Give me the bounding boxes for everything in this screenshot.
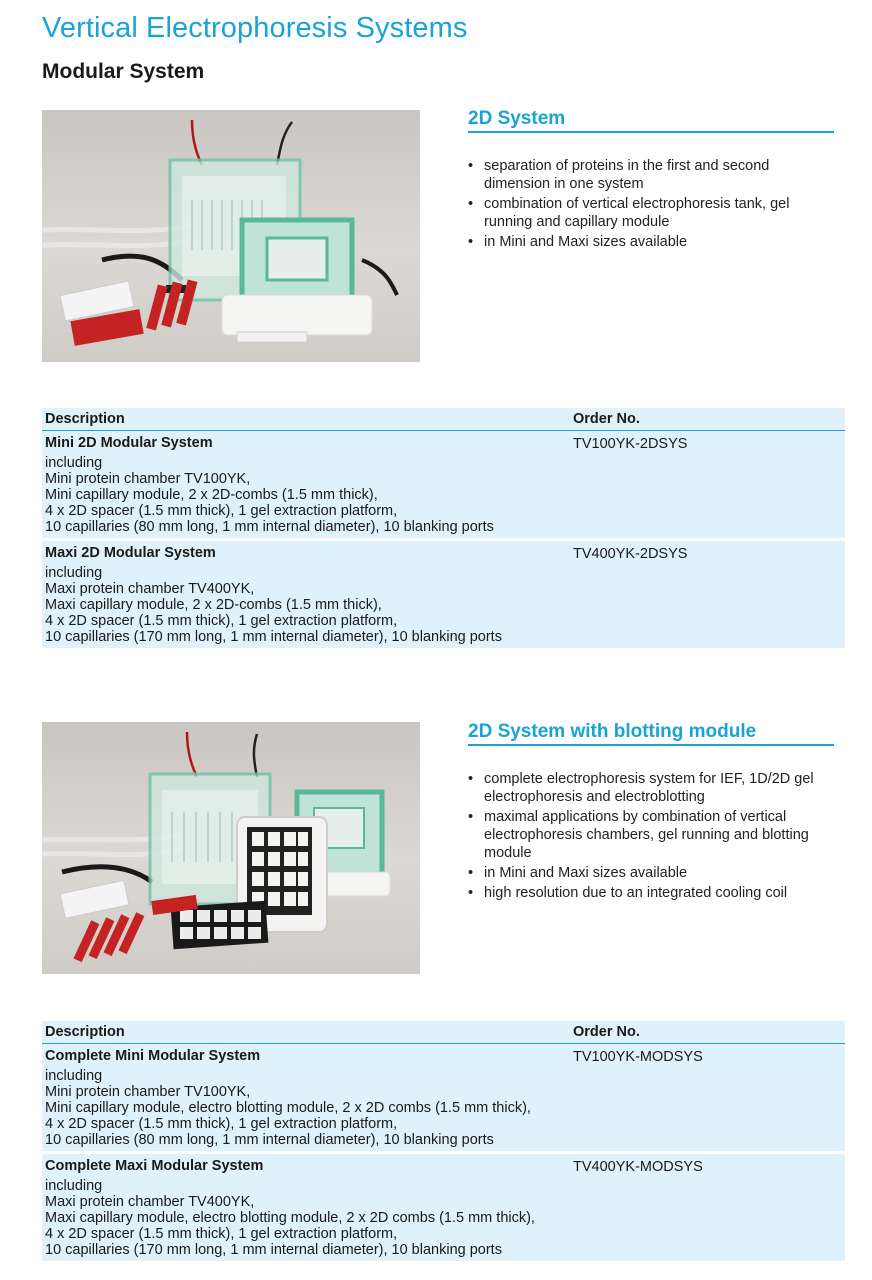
bullet-item: • complete electrophoresis system for IEF, 1D/2D gel electrophoresis and electroblotting xyxy=(468,770,838,806)
column-header-description: Description xyxy=(45,411,125,427)
product-detail-line: 10 capillaries (170 mm long, 1 mm internal diameter), 10 blanking ports xyxy=(45,1242,502,1258)
product-detail-line: including xyxy=(45,1178,103,1194)
product-name: Mini 2D Modular System xyxy=(45,435,213,451)
product-detail-line: Maxi protein chamber TV400YK, xyxy=(45,1194,255,1210)
product-detail-line: including xyxy=(45,565,103,581)
product-detail-line: 4 x 2D spacer (1.5 mm thick), 1 gel extraction platform, xyxy=(45,1116,398,1132)
product-detail-line: Mini protein chamber TV100YK, xyxy=(45,471,251,487)
column-header-description: Description xyxy=(45,1024,125,1040)
product-detail-line: Mini capillary module, electro blotting module, 2 x 2D combs (1.5 mm thick), xyxy=(45,1100,531,1116)
bullet-item: • in Mini and Maxi sizes available xyxy=(468,233,838,251)
table-header xyxy=(42,1021,845,1044)
product-detail-line: 4 x 2D spacer (1.5 mm thick), 1 gel extraction platform, xyxy=(45,1226,398,1242)
page-subtitle: Modular System xyxy=(42,60,205,83)
column-header-order-no: Order No. xyxy=(573,1024,640,1040)
product-detail-line: including xyxy=(45,455,103,471)
bullet-item: • combination of vertical electrophoresis tank, gel running and capillary module xyxy=(468,195,838,231)
product-name: Complete Maxi Modular System xyxy=(45,1158,264,1174)
bullet-list-blotting-system xyxy=(468,770,838,904)
order-number: TV400YK-2DSYS xyxy=(573,546,688,562)
product-detail-line: 4 x 2D spacer (1.5 mm thick), 1 gel extraction platform, xyxy=(45,503,398,519)
product-detail-line: Maxi protein chamber TV400YK, xyxy=(45,581,255,597)
section-heading-blotting-system: 2D System with blotting module xyxy=(468,721,834,746)
bullet-item: • maximal applications by combination of vertical electrophoresis chambers, gel running and blotting module xyxy=(468,808,838,862)
table-row xyxy=(42,1044,845,1151)
product-detail-line: Mini protein chamber TV100YK, xyxy=(45,1084,251,1100)
product-detail-line: Maxi capillary module, electro blotting module, 2 x 2D combs (1.5 mm thick), xyxy=(45,1210,535,1226)
order-number: TV400YK-MODSYS xyxy=(573,1159,703,1175)
bullet-item: • high resolution due to an integrated cooling coil xyxy=(468,884,838,902)
order-number: TV100YK-MODSYS xyxy=(573,1049,703,1065)
column-header-order-no: Order No. xyxy=(573,411,640,427)
table-header xyxy=(42,408,845,431)
product-detail-line: 10 capillaries (80 mm long, 1 mm internal diameter), 10 blanking ports xyxy=(45,1132,494,1148)
product-detail-line: 4 x 2D spacer (1.5 mm thick), 1 gel extraction platform, xyxy=(45,613,398,629)
bullet-item: • in Mini and Maxi sizes available xyxy=(468,864,838,882)
order-table-2d-system xyxy=(42,408,845,648)
table-row xyxy=(42,1151,845,1261)
product-detail-line: 10 capillaries (80 mm long, 1 mm internal diameter), 10 blanking ports xyxy=(45,519,494,535)
section-heading-2d-system: 2D System xyxy=(468,108,834,133)
page-title: Vertical Electrophoresis Systems xyxy=(42,12,468,44)
product-detail-line: Maxi capillary module, 2 x 2D-combs (1.5 mm thick), xyxy=(45,597,382,613)
product-detail-line: 10 capillaries (170 mm long, 1 mm internal diameter), 10 blanking ports xyxy=(45,629,502,645)
table-row xyxy=(42,538,845,648)
product-photo-2d-system xyxy=(42,110,420,362)
order-table-blotting-system xyxy=(42,1021,845,1261)
bullet-list-2d-system xyxy=(468,157,838,253)
product-photo-blotting-system xyxy=(42,722,420,974)
product-name: Maxi 2D Modular System xyxy=(45,545,216,561)
table-row xyxy=(42,431,845,538)
bullet-item: • separation of proteins in the first and second dimension in one system xyxy=(468,157,838,193)
order-number: TV100YK-2DSYS xyxy=(573,436,688,452)
product-detail-line: including xyxy=(45,1068,103,1084)
product-detail-line: Mini capillary module, 2 x 2D-combs (1.5 mm thick), xyxy=(45,487,378,503)
product-name: Complete Mini Modular System xyxy=(45,1048,261,1064)
